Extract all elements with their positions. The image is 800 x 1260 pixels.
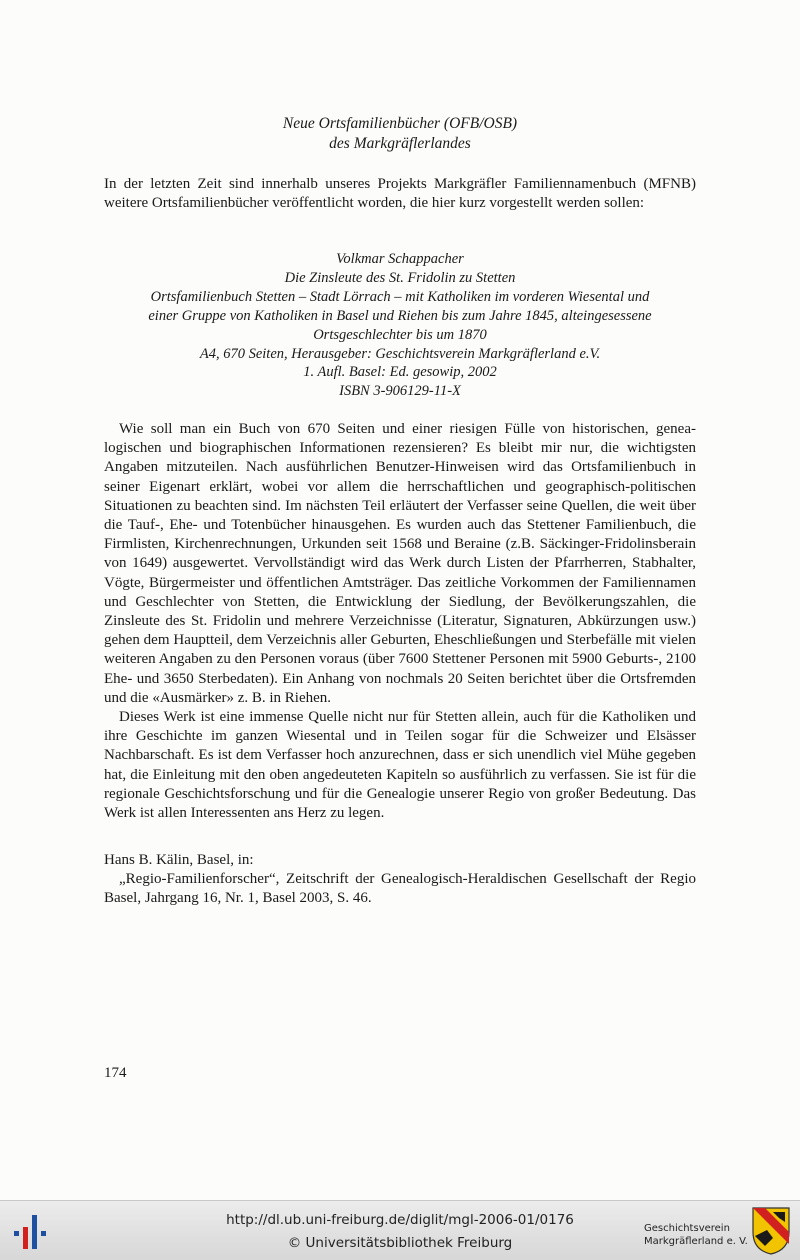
citation-isbn: ISBN 3-906129-11-X	[339, 383, 461, 400]
citation-publisher: A4, 670 Seiten, Herausgeber: Geschichtsverein Markgräflerland e.V.	[199, 345, 601, 362]
footer-copyright: © Universitätsbibliothek Freiburg	[287, 1235, 513, 1251]
coat-of-arms-icon	[751, 1206, 791, 1256]
page-number: 174	[104, 1065, 127, 1081]
title-line-1: Neue Ortsfamilienbücher (OFB/OSB)	[282, 115, 518, 132]
society-line-2: Markgräflerland e. V.	[644, 1236, 748, 1247]
citation-edition: 1. Aufl. Basel: Ed. gesowip, 2002	[303, 364, 497, 381]
citation-subtitle-3: Ortsgeschlechter bis um 1870	[313, 326, 487, 343]
book-citation	[96, 250, 704, 401]
source-reviewer: Hans B. Kälin, Basel, in:	[104, 852, 254, 868]
citation-author: Volkmar Schappacher	[336, 251, 464, 267]
citation-subtitle-2: einer Gruppe von Katholiken in Basel und Riehen bis zum Jahre 1845, alteingesessene	[148, 307, 652, 324]
viewer-footer	[0, 1200, 800, 1260]
intro-paragraph: In der letzten Zeit sind innerhalb unseres Projekts Markgräfler Familiennamenbuch (MFNB) weitere Ortsfamilienbücher veröffentlicht worden, die hier kurz vorgestellt werden sollen:	[104, 176, 696, 212]
footer-url-link[interactable]: http://dl.ub.uni-freiburg.de/diglit/mgl-2006-01/0176	[226, 1212, 574, 1228]
citation-title: Die Zinsleute des St. Fridolin zu Stetten	[284, 269, 516, 286]
review-source	[104, 851, 696, 909]
society-name	[644, 1222, 748, 1248]
review-paragraph-1: Wie soll man ein Buch von 670 Seiten und einer riesigen Fülle von historischen, genealogischen und biographischen Informationen rezensieren? Es bleibt mir nur, die wichtigsten Angaben mitzuteilen. Nach ausführlichen Benutzer-Hinweisen wird das Ortsfamilienbuch in seiner Eigenart erklärt, wobei vor allem die herrschaftlichen und geographisch-politischen Situationen zu beachten sind. Im nächsten Teil erläutert der Verfasser seine Quellen, die weit über die Tauf-, Ehe- und Totenbücher hinausgehen. Es wurden auch das Stettener Familienbuch, die Firmlisten, Kirchenrechnungen, Urkunden seit 1568 und Beraine (z.B. Säckinger-Fridolinsberain von 1649) ausgewertet. Vervollständigt wird das Werk durch Listen der Pfarrherren, Stabhalter, Vögte, Bürgermeister und öffentlichen Amtsträger. Das zeitliche Vorkommen der Familiennamen und Geschlechter von Stetten, die Entwicklung der Siedlung, der Bevölkerungszahlen, die Zinsleute des St. Fridolin und mehrere Verzeichnisse (Literatur, Signaturen, Abkürzungen usw.) gehen dem Hauptteil, dem Verzeichnis aller Geburten, Eheschließungen und Sterbefälle mit vielen weiteren Angaben zu den Personen voraus (über 7600 Stettener Personen mit 5900 Geburts-, 2100 Ehe- und 3650 Sterbedaten). Ein Anhang von nochmals 20 Seiten berichtet über die Ortsfremden und die «Ausmärker» z. B. in Riehen.	[104, 421, 696, 706]
title-line-2: des Markgräflerlandes	[329, 135, 471, 152]
review-body	[104, 420, 696, 823]
society-line-1: Geschichtsverein	[644, 1223, 730, 1234]
citation-subtitle-1: Ortsfamilienbuch Stetten – Stadt Lörrach – mit Katholiken im vorderen Wiesental und	[150, 288, 650, 305]
source-publication: „Regio-Familienforscher“, Zeitschrift der Genealogisch-Heraldischen Gesellschaft der Regio Basel, Jahrgang 16, Nr. 1, Basel 2003, S. 46.	[104, 871, 696, 907]
article-title	[0, 114, 800, 154]
review-paragraph-2: Dieses Werk ist eine immense Quelle nicht nur für Stetten allein, auch für die Katholiken und ihre Geschichte im ganzen Wiesental und in Teilen sogar für die Schweizer und Elsässer Nachbarschaft. Es ist dem Verfasser hoch anzurechnen, dass er sich unendlich viel Mühe gegeben hat, die Einleitung mit den oben angedeuteten Kapiteln so ausführlich zu verfassen. Sie ist für die regionale Geschichtsforschung und für die Genealogie unserer Regio von großer Bedeutung. Das Werk ist allen Interessenten ans Herz zu legen.	[104, 709, 696, 822]
